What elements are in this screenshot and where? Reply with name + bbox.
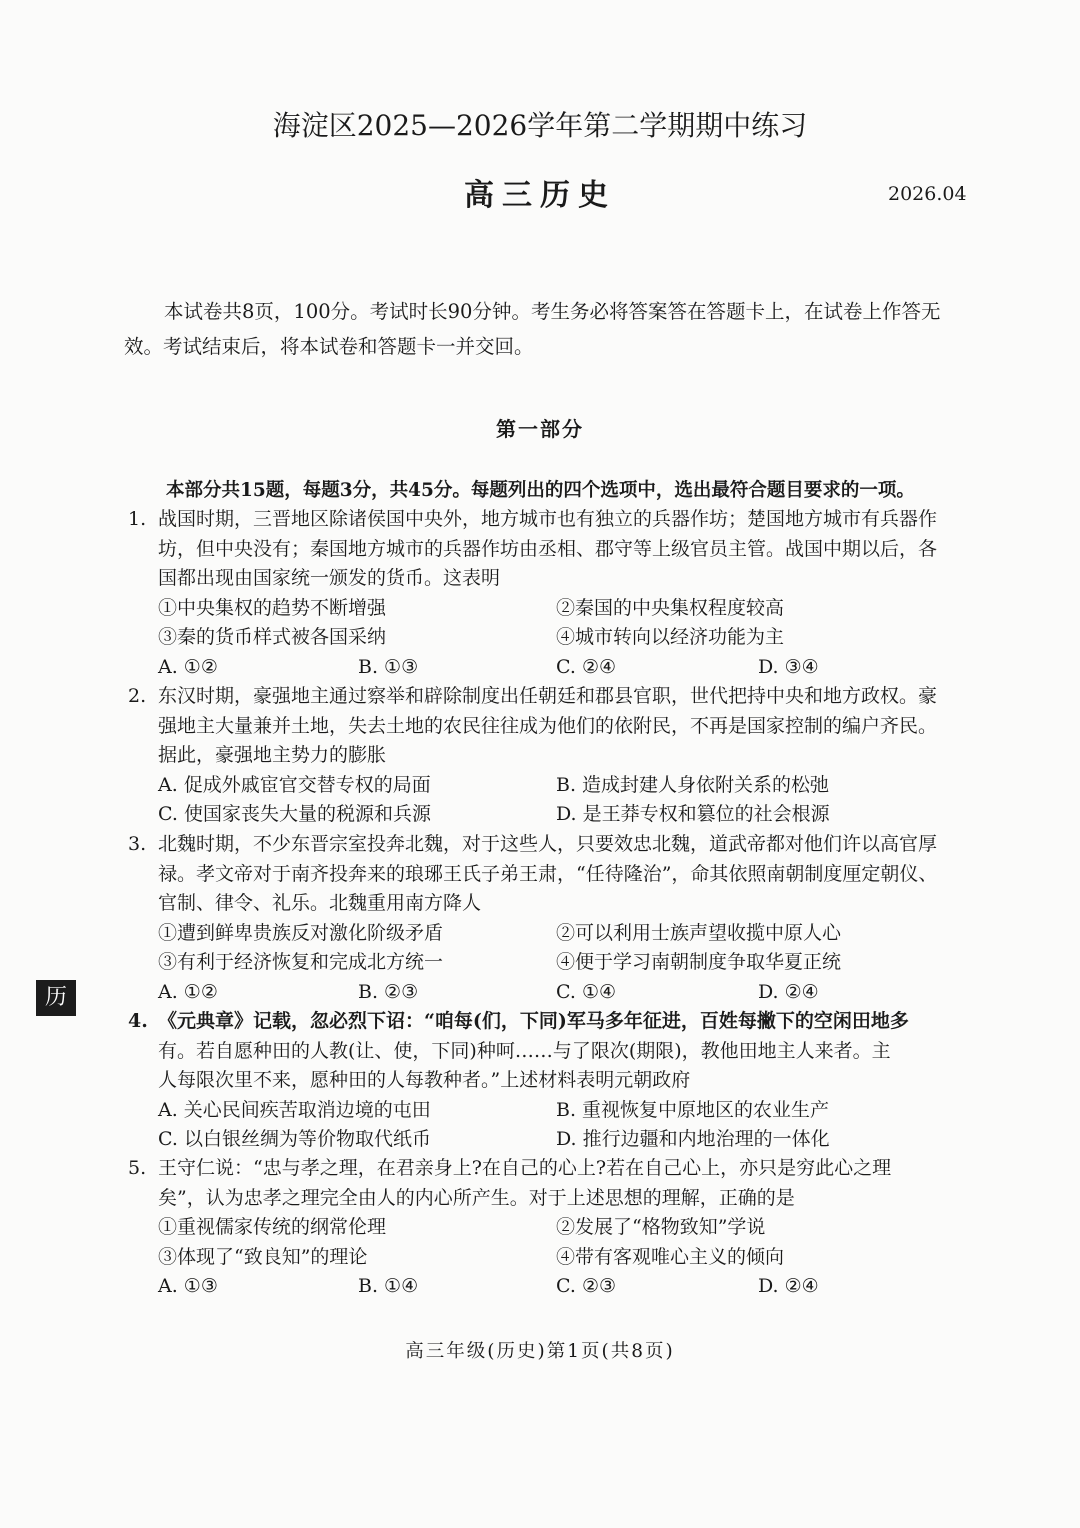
question-stem-line: 强地主大量兼并土地，失去土地的农民往往成为他们的依附民，不再是国家控制的编户齐民。 — [158, 714, 938, 737]
intro-line-2: 效。考试结束后，将本试卷和答题卡一并交回。 — [124, 335, 534, 358]
statement: ④带有客观唯心主义的倾向 — [556, 1245, 785, 1268]
option-row — [128, 1125, 964, 1155]
question-stem-line: 禄。孝文帝对于南齐投奔来的琅琊王氏子弟王肃，“任待隆治”，命其依照南朝制度厘定朝仪、 — [158, 862, 938, 885]
question-stem-line: 据此，豪强地主势力的膨胀 — [158, 744, 387, 766]
option-a: A. 关心民间疾苦取消边境的屯田 — [158, 1098, 431, 1121]
statement-row — [128, 948, 964, 978]
option-row — [128, 653, 964, 683]
exam-title: 海淀区2025—2026学年第二学期期中练习 — [272, 109, 808, 142]
subject-title: 高三历史 — [464, 178, 616, 213]
option-row — [128, 978, 964, 1008]
part-instructions: 本部分共15题，每题3分，共45分。每题列出的四个选项中，选出最符合题目要求的一项。 — [166, 480, 915, 501]
statement: ③体现了“致良知”的理论 — [158, 1245, 368, 1268]
part-title: 第一部分 — [496, 417, 584, 441]
question-5 — [128, 1154, 964, 1302]
page-footer: 高三年级(历史)第1页(共8页) — [405, 1341, 675, 1362]
subject-side-tab: 历 — [36, 980, 76, 1016]
statement: ④城市转向以经济功能为主 — [556, 626, 785, 648]
question-number: 5. — [128, 1157, 147, 1179]
statement-row — [128, 919, 964, 949]
option-c: C. 使国家丧失大量的税源和兵源 — [158, 803, 431, 825]
question-stem-line: 坊，但中央没有；秦国地方城市的兵器作坊由丞相、郡守等上级官员主管。战国中期以后，各 — [158, 537, 938, 560]
question-stem-line: 有。若自愿种田的人教(让、使，下同)种呵……与了限次(期限)，教他田地主人来者。主 — [158, 1039, 891, 1062]
option-b: B. ②③ — [358, 980, 419, 1003]
option-b: B. ①③ — [358, 655, 419, 678]
question-stem-line: 2. 东汉时期，豪强地主通过察举和辟除制度出任朝廷和郡县官职，世代把持中央和地方政权。豪 — [128, 682, 964, 712]
question-stem-line: 国都出现由国家统一颁发的货币。这表明 — [158, 567, 501, 589]
question-stem-line: 1. 战国时期，三晋地区除诸侯国中央外，地方城市也有独立的兵器作坊；楚国地方城市有兵器作 — [128, 505, 964, 535]
option-d: D. ②④ — [758, 980, 819, 1003]
statement: ②可以利用士族声望收揽中原人心 — [556, 921, 842, 944]
option-row — [128, 1272, 964, 1302]
question-number: 4. — [128, 1010, 148, 1032]
option-a: A. ①② — [158, 655, 218, 678]
statement-row — [128, 623, 964, 653]
question-stem-line: 人每限次里不来，愿种田的人每教种者。”上述材料表明元朝政府 — [158, 1069, 691, 1091]
option-d: D. ③④ — [758, 655, 819, 678]
question-4 — [128, 1007, 964, 1155]
question-number: 1. — [128, 508, 147, 530]
statement: ④便于学习南朝制度争取华夏正统 — [556, 951, 842, 973]
statement: ③秦的货币样式被各国采纳 — [158, 626, 387, 648]
option-d: D. 是王莽专权和篡位的社会根源 — [556, 803, 830, 825]
question-stem-line: 矣”，认为忠孝之理完全由人的内心所产生。对于上述思想的理解，正确的是 — [158, 1186, 795, 1209]
statement: ②秦国的中央集权程度较高 — [556, 596, 785, 619]
exam-intro — [124, 294, 962, 364]
option-c: C. ②④ — [556, 655, 617, 678]
question-stem-line: 4. 《元典章》记载，忽必烈下诏：“咱每(们，下同)军马多年征进，百姓每撇下的空闲田地多 — [128, 1007, 964, 1037]
statement: ①重视儒家传统的纲常伦理 — [158, 1216, 387, 1238]
question-stem-line: 3. 北魏时期，不少东晋宗室投奔北魏，对于这些人，只要效忠北魏，道武帝都对他们许以高官厚 — [128, 830, 964, 860]
option-d: D. 推行边疆和内地治理的一体化 — [556, 1128, 830, 1150]
option-row — [128, 1096, 964, 1126]
option-b: B. 造成封建人身依附关系的松弛 — [556, 773, 830, 796]
option-d: D. ②④ — [758, 1275, 819, 1297]
question-3 — [128, 830, 964, 1007]
exam-date: 2026.04 — [888, 183, 967, 205]
option-c: C. ②③ — [556, 1275, 617, 1297]
question-2 — [128, 682, 964, 830]
question-number: 3. — [128, 833, 147, 855]
question-stem-line: 官制、律令、礼乐。北魏重用南方降人 — [158, 892, 482, 914]
question-number: 2. — [128, 685, 147, 707]
option-b: B. ①④ — [358, 1275, 419, 1297]
option-row — [128, 771, 964, 801]
option-c: C. ①④ — [556, 980, 617, 1003]
statement: ①遭到鲜卑贵族反对激化阶级矛盾 — [158, 921, 444, 944]
statement: ①中央集权的趋势不断增强 — [158, 596, 387, 619]
option-b: B. 重视恢复中原地区的农业生产 — [556, 1098, 830, 1121]
statement-row — [128, 1213, 964, 1243]
option-c: C. 以白银丝绸为等价物取代纸币 — [158, 1128, 431, 1150]
option-a: A. ①② — [158, 980, 218, 1003]
question-stem-line: 5. 王守仁说：“忠与孝之理，在君亲身上?在自己的心上?若在自己心上，亦只是穷此心之理 — [128, 1154, 964, 1184]
option-a: A. ①③ — [158, 1275, 218, 1297]
statement-row — [128, 1243, 964, 1273]
question-1 — [128, 505, 964, 682]
option-a: A. 促成外戚宦官交替专权的局面 — [158, 773, 431, 796]
intro-line-1: 本试卷共8页，100分。考试时长90分钟。考生务必将答案答在答题卡上，在试卷上作答无 — [164, 300, 941, 323]
statement: ③有利于经济恢复和完成北方统一 — [158, 951, 444, 973]
statement-row — [128, 594, 964, 624]
option-row — [128, 800, 964, 830]
statement: ②发展了“格物致知”学说 — [556, 1216, 766, 1238]
